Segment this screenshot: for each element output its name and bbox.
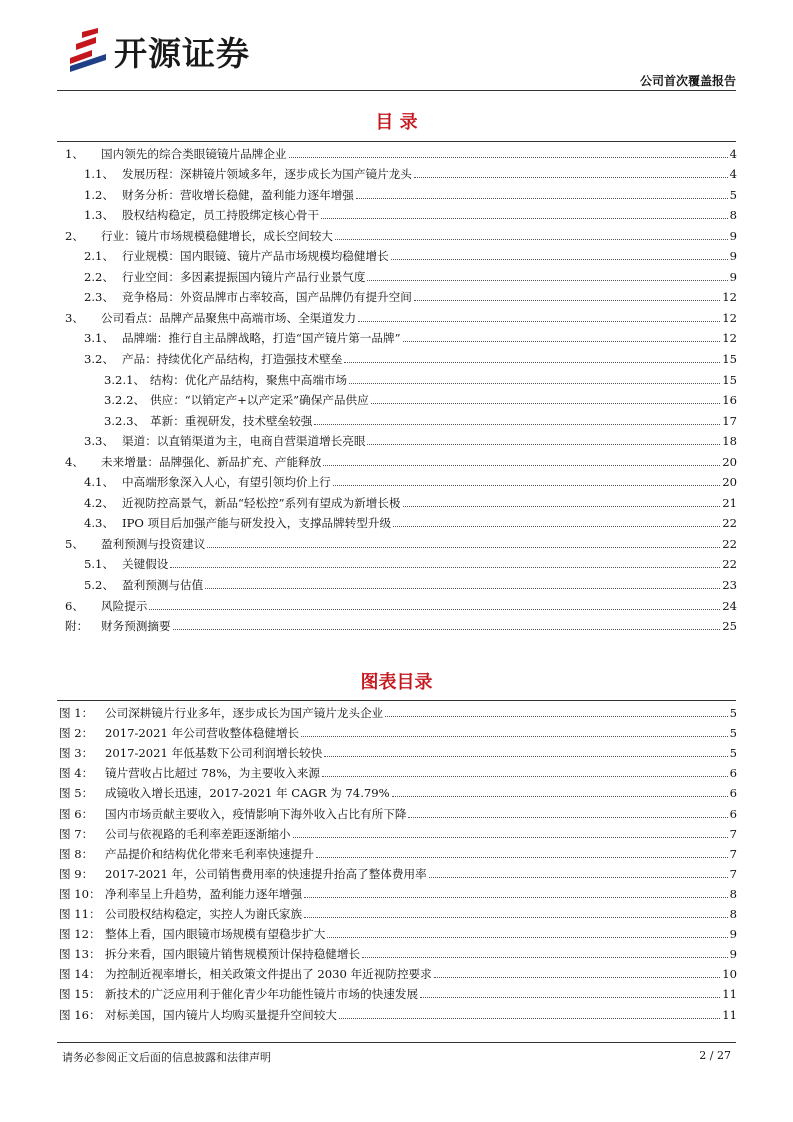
toc-entry[interactable]: [57, 181, 737, 202]
figure-entry[interactable]: [57, 1001, 737, 1021]
toc-title: 目 录: [375, 112, 418, 133]
toc-entry[interactable]: [57, 140, 737, 161]
entry-title: IPO 项目后加强产能与研发投入，支撑品牌转型升级: [122, 516, 392, 531]
entry-leader-dots: [324, 756, 727, 757]
toc-entry[interactable]: [57, 613, 737, 634]
figure-entry[interactable]: [57, 720, 737, 740]
entry-page-number: 4: [729, 167, 737, 182]
entry-page-number: 7: [729, 826, 737, 841]
entry-leader-dots: [403, 506, 721, 507]
entry-leader-dots: [391, 259, 728, 260]
entry-number: 图 3：: [59, 746, 94, 761]
entry-page-number: 12: [722, 310, 737, 325]
entry-title: 2017-2021 年，公司销售费用率的快速提升抬高了整体费用率: [105, 866, 427, 881]
entry-number: 2.2、: [84, 269, 115, 284]
toc-entry[interactable]: [57, 387, 737, 408]
entry-title: 2017-2021 年公司营收整体稳健增长: [105, 726, 300, 741]
entry-number: 3.2、: [84, 352, 115, 367]
entry-page-number: 23: [722, 578, 737, 593]
entry-leader-dots: [314, 424, 720, 425]
toc-entry[interactable]: [57, 510, 737, 531]
entry-title: 结构：优化产品结构，聚焦中高端市场: [150, 372, 348, 387]
toc-entry[interactable]: [57, 345, 737, 366]
entry-leader-dots: [392, 796, 728, 797]
entry-title: 竞争格局：外资品牌市占率较高，国产品牌仍有提升空间: [122, 290, 412, 305]
entry-title: 公司股权结构稳定，实控人为谢氏家族: [105, 907, 303, 922]
entry-leader-dots: [301, 736, 727, 737]
entry-page-number: 15: [722, 352, 737, 367]
entry-title: 供应：“以销定产+以产定采”确保产品供应: [150, 393, 369, 408]
entry-title: 盈利预测与估值: [122, 578, 204, 593]
entry-number: 图 4：: [59, 766, 94, 781]
footer-page-number: 2 / 27: [699, 1049, 731, 1062]
figure-entry[interactable]: [57, 740, 737, 760]
figure-entry[interactable]: [57, 780, 737, 800]
toc-entry[interactable]: [57, 428, 737, 449]
toc-entry[interactable]: [57, 202, 737, 223]
entry-title: 镜片营收占比超过 78%，为主要收入来源: [105, 766, 320, 781]
page-header: [0, 0, 793, 92]
entry-page-number: 6: [729, 786, 737, 801]
entry-number: 2、: [65, 228, 84, 243]
entry-title: 新技术的广泛应用利于催化青少年功能性镜片市场的快速发展: [105, 987, 419, 1002]
entry-number: 图 6：: [59, 806, 94, 821]
entry-leader-dots: [323, 465, 720, 466]
figure-entry[interactable]: [57, 800, 737, 820]
entry-leader-dots: [170, 567, 720, 568]
toc-entry[interactable]: [57, 325, 737, 346]
entry-number: 图 10：: [59, 886, 101, 901]
entry-leader-dots: [367, 444, 720, 445]
entry-leader-dots: [304, 917, 728, 918]
entry-title: 渠道：以直销渠道为主，电商自营渠道增长亮眼: [122, 434, 366, 449]
toc-entry[interactable]: [57, 304, 737, 325]
entry-page-number: 22: [722, 516, 737, 531]
entry-page-number: 7: [729, 846, 737, 861]
entry-number: 3.2.3、: [104, 413, 146, 428]
figure-entry[interactable]: [57, 941, 737, 961]
entry-number: 4.1、: [84, 475, 115, 490]
entry-leader-dots: [367, 280, 727, 281]
figures-title: 图表目录: [360, 672, 433, 693]
toc-entry[interactable]: [57, 489, 737, 510]
entry-number: 1、: [65, 146, 84, 161]
entry-leader-dots: [385, 716, 727, 717]
toc-entry[interactable]: [57, 366, 737, 387]
entry-title: 2017-2021 年低基数下公司利润增长较快: [105, 746, 323, 761]
entry-title: 中高端形象深入人心，有望引领均价上行: [122, 475, 331, 490]
entry-leader-dots: [304, 897, 728, 898]
entry-leader-dots: [420, 997, 720, 998]
toc-entry[interactable]: [57, 284, 737, 305]
entry-number: 图 13：: [59, 947, 101, 962]
entry-title: 公司深耕镜片行业多年，逐步成长为国产镜片龙头企业: [105, 706, 384, 721]
entry-number: 附：: [65, 619, 89, 634]
entry-page-number: 20: [722, 454, 737, 469]
figure-entry[interactable]: [57, 921, 737, 941]
entry-title: 盈利预测与投资建议: [101, 536, 206, 551]
entry-number: 图 5：: [59, 786, 94, 801]
entry-page-number: 24: [722, 598, 737, 613]
report-type: 公司首次覆盖报告: [639, 74, 736, 88]
entry-page-number: 22: [722, 536, 737, 551]
entry-page-number: 16: [722, 393, 737, 408]
entry-page-number: 5: [729, 187, 737, 202]
entry-number: 图 14：: [59, 967, 101, 982]
figure-entry[interactable]: [57, 881, 737, 901]
toc-entry[interactable]: [57, 530, 737, 551]
entry-title: 行业空间：多因素提振国内镜片产品行业景气度: [122, 269, 366, 284]
entry-title: 为控制近视率增长，相关政策文件提出了 2030 年近视防控要求: [105, 967, 432, 982]
brand-name: 开源证券: [114, 34, 250, 73]
entry-number: 1.1、: [84, 167, 115, 182]
entry-number: 图 11：: [59, 907, 101, 922]
toc-entry[interactable]: [57, 469, 737, 490]
entry-page-number: 18: [722, 434, 737, 449]
entry-number: 1.2、: [84, 187, 115, 202]
entry-title: 对标美国，国内镜片人均购买量提升空间较大: [105, 1007, 337, 1022]
entry-number: 图 12：: [59, 927, 101, 942]
entry-leader-dots: [293, 837, 728, 838]
entry-number: 6、: [65, 598, 84, 613]
entry-page-number: 12: [722, 290, 737, 305]
entry-page-number: 7: [729, 866, 737, 881]
entry-leader-dots: [339, 1018, 720, 1019]
entry-title: 未来增量：品牌强化、新品扩充、产能释放: [101, 454, 322, 469]
entry-title: 发展历程：深耕镜片领域多年，逐步成长为国产镜片龙头: [122, 167, 412, 182]
entry-leader-dots: [333, 485, 721, 486]
entry-title: 革新：重视研发，技术壁垒较强: [150, 413, 313, 428]
entry-number: 5、: [65, 536, 84, 551]
entry-leader-dots: [149, 609, 720, 610]
entry-title: 风险提示: [101, 598, 148, 613]
entry-number: 图 2：: [59, 726, 94, 741]
entry-page-number: 9: [729, 269, 737, 284]
entry-number: 图 16：: [59, 1007, 101, 1022]
entry-title: 成镜收入增长迅速，2017-2021 年 CAGR 为 74.79%: [105, 786, 390, 801]
entry-page-number: 8: [729, 907, 737, 922]
entry-number: 4.3、: [84, 516, 115, 531]
entry-number: 3.1、: [84, 331, 115, 346]
entry-leader-dots: [344, 362, 720, 363]
entry-leader-dots: [349, 383, 720, 384]
entry-leader-dots: [358, 321, 720, 322]
entry-leader-dots: [207, 547, 720, 548]
figure-entry[interactable]: [57, 961, 737, 981]
entry-page-number: 12: [722, 331, 737, 346]
entry-page-number: 15: [722, 372, 737, 387]
entry-leader-dots: [321, 218, 728, 219]
entry-number: 1.3、: [84, 208, 115, 223]
table-of-contents: [57, 140, 737, 633]
toc-entry[interactable]: [57, 571, 737, 592]
entry-leader-dots: [393, 526, 720, 527]
entry-number: 图 1：: [59, 706, 94, 721]
entry-title: 净利率呈上升趋势，盈利能力逐年增强: [105, 886, 303, 901]
entry-number: 4、: [65, 454, 84, 469]
entry-title: 关键假设: [122, 557, 169, 572]
toc-entry[interactable]: [57, 263, 737, 284]
brand-logo: [66, 26, 316, 74]
entry-leader-dots: [414, 177, 728, 178]
entry-title: 拆分来看，国内眼镜片销售规模预计保持稳健增长: [105, 947, 361, 962]
toc-entry[interactable]: [57, 407, 737, 428]
entry-page-number: 21: [722, 495, 737, 510]
entry-page-number: 5: [729, 746, 737, 761]
toc-entry[interactable]: [57, 592, 737, 613]
entry-title: 国内领先的综合类眼镜镜片品牌企业: [101, 146, 287, 161]
figure-entry[interactable]: [57, 861, 737, 881]
entry-number: 5.2、: [84, 578, 115, 593]
entry-page-number: 20: [722, 475, 737, 490]
entry-number: 图 15：: [59, 987, 101, 1002]
entry-leader-dots: [205, 588, 720, 589]
entry-page-number: 5: [729, 726, 737, 741]
entry-title: 近视防控高景气，新品“轻松控”系列有望成为新增长极: [122, 495, 401, 510]
entry-leader-dots: [371, 403, 721, 404]
entry-number: 3.2.1、: [104, 372, 146, 387]
entry-page-number: 22: [722, 557, 737, 572]
entry-page-number: 10: [722, 967, 737, 982]
entry-page-number: 8: [729, 208, 737, 223]
entry-leader-dots: [289, 157, 728, 158]
entry-leader-dots: [414, 300, 720, 301]
entry-title: 公司看点：品牌产品聚焦中高端市场、全渠道发力: [101, 310, 357, 325]
entry-number: 3.3、: [84, 434, 115, 449]
entry-page-number: 25: [722, 619, 737, 634]
entry-title: 股权结构稳定，员工持股绑定核心骨干: [122, 208, 320, 223]
entry-page-number: 11: [722, 1007, 737, 1022]
entry-number: 图 9：: [59, 866, 94, 881]
entry-leader-dots: [322, 776, 728, 777]
entry-page-number: 11: [722, 987, 737, 1002]
entry-number: 5.1、: [84, 557, 115, 572]
entry-page-number: 9: [729, 228, 737, 243]
entry-title: 整体上看，国内眼镜市场规模有望稳步扩大: [105, 927, 326, 942]
entry-title: 产品：持续优化产品结构，打造强技术壁垒: [122, 352, 343, 367]
kaiyuan-logo-icon: [66, 28, 110, 72]
entry-leader-dots: [327, 937, 727, 938]
entry-title: 财务预测摘要: [101, 619, 171, 634]
entry-page-number: 9: [729, 249, 737, 264]
figure-entry[interactable]: [57, 901, 737, 921]
entry-leader-dots: [362, 957, 728, 958]
figure-entry[interactable]: [57, 981, 737, 1001]
header-divider: [57, 90, 736, 91]
entry-leader-dots: [316, 857, 728, 858]
figure-entry[interactable]: [57, 841, 737, 861]
entry-number: 图 7：: [59, 826, 94, 841]
toc-entry[interactable]: [57, 448, 737, 469]
entry-title: 财务分析：营收增长稳健，盈利能力逐年增强: [122, 187, 354, 202]
entry-page-number: 17: [722, 413, 737, 428]
entry-leader-dots: [403, 341, 721, 342]
entry-title: 公司与依视路的毛利率差距逐渐缩小: [105, 826, 291, 841]
entry-number: 2.3、: [84, 290, 115, 305]
entry-number: 2.1、: [84, 249, 115, 264]
entry-title: 产品提价和结构优化带来毛利率快速提升: [105, 846, 314, 861]
footer-divider: [57, 1042, 736, 1043]
entry-page-number: 6: [729, 806, 737, 821]
entry-page-number: 9: [729, 927, 737, 942]
toc-entry[interactable]: [57, 551, 737, 572]
toc-entry[interactable]: [57, 243, 737, 264]
entry-leader-dots: [429, 877, 728, 878]
entry-title: 品牌端：推行自主品牌战略，打造“国产镜片第一品牌”: [122, 331, 401, 346]
toc-entry[interactable]: [57, 161, 737, 182]
entry-title: 行业规模：国内眼镜、镜片产品市场规模均稳健增长: [122, 249, 389, 264]
entry-number: 图 8：: [59, 846, 94, 861]
entry-leader-dots: [173, 629, 721, 630]
entry-page-number: 8: [729, 886, 737, 901]
entry-leader-dots: [356, 198, 728, 199]
entry-page-number: 5: [729, 706, 737, 721]
entry-leader-dots: [434, 977, 721, 978]
entry-number: 3.2.2、: [104, 393, 146, 408]
entry-title: 国内市场贡献主要收入，疫情影响下海外收入占比有所下降: [105, 806, 407, 821]
entry-page-number: 9: [729, 947, 737, 962]
entry-leader-dots: [408, 817, 727, 818]
figure-entry[interactable]: [57, 760, 737, 780]
figure-entry[interactable]: [57, 821, 737, 841]
entry-leader-dots: [335, 239, 728, 240]
figure-entry[interactable]: [57, 700, 737, 720]
entry-number: 4.2、: [84, 495, 115, 510]
figure-list: [57, 700, 737, 1022]
entry-number: 3、: [65, 310, 84, 325]
footer-disclaimer: 请务必参阅正文后面的信息披露和法律声明: [62, 1051, 271, 1064]
entry-page-number: 4: [729, 146, 737, 161]
entry-title: 行业：镜片市场规模稳健增长，成长空间较大: [101, 228, 333, 243]
toc-entry[interactable]: [57, 222, 737, 243]
entry-page-number: 6: [729, 766, 737, 781]
